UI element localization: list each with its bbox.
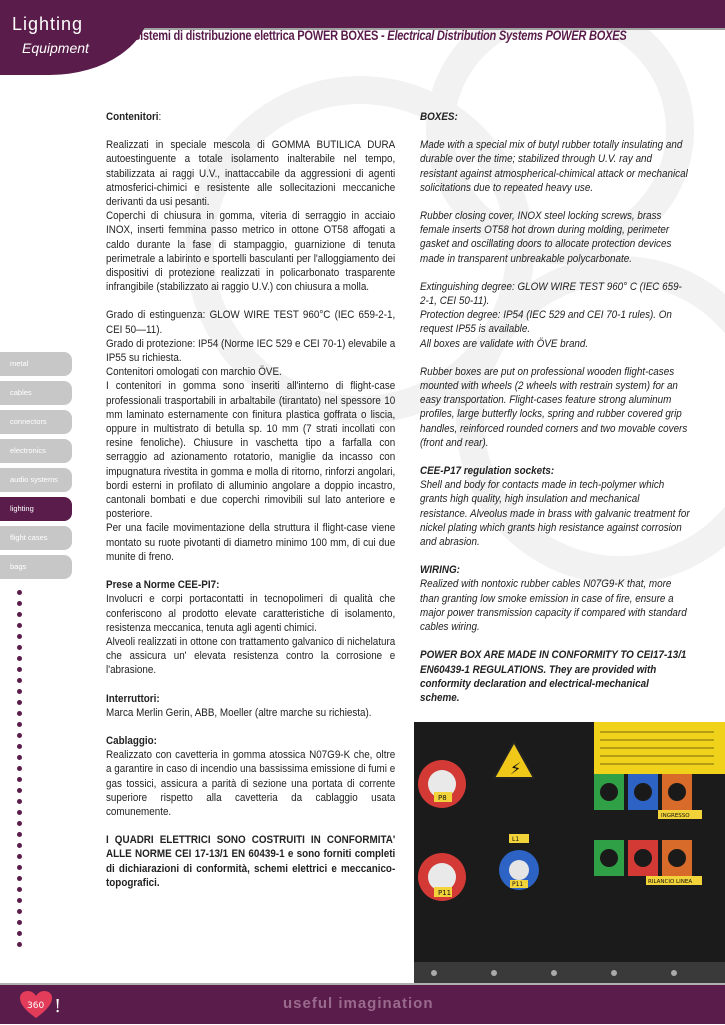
sidebar-item-bags[interactable]: bags <box>0 555 72 579</box>
power-box-photo <box>414 722 725 985</box>
contenitori-heading: Contenitori <box>106 111 159 123</box>
logo-number: 360 <box>27 1001 45 1011</box>
left-para-6: I contenitori in gomma sono inseriti all'interno di flight-case professionali trasportabili in arbaltabile (tirantato) nel spessore 10 mm laminato esternamente con finitura plastica goffrata o liscia, oppure in multistrato di betulla sp. 10 mm (7 strati incollati con resine fenoliche). Chiusure in vaschetta tipo a farfalla con serraggio ad azionamento rotatorio, maniglie da incasso con impugnatura rivestita in gomma e molla di ritorno, rinforzi angolari, bordi esterni in profilato di alluminio angolare a doppio incastro, cantonali bombati e due coperchi rimovibili sul lato anteriore e posteriore. <box>106 380 396 521</box>
logo-line1: Lighting <box>12 14 84 34</box>
cablaggio-heading: Cablaggio: <box>106 734 157 747</box>
heart-logo <box>18 990 62 1025</box>
right-para-6: Rubber boxes are put on professional wooden flight-cases mounted with wheels (2 wheels with restrain system) for an easy transportation. Flight-cases feature strong aluminum profiles, large butterfly locks, spring and rubber covered grip handles, reinforced rounded corners and two movable covers (front and rear). <box>420 365 688 449</box>
prese-para-2: Alveoli realizzati in ottone con trattamento galvanico di nichelatura che assicura un' elevata resistenza contro la corrosione e l'abrasione. <box>106 635 396 677</box>
left-para-5: Contenitori omologati con marchio ÖVE. <box>106 366 282 379</box>
right-para-3: Extinguishing degree: GLOW WIRE TEST 960° C (IEC 659-2-1, CEI 50-11). <box>420 280 682 308</box>
photo-label-p11-center: P11 <box>512 881 524 888</box>
sidebar-item-metal[interactable]: metal <box>0 352 72 376</box>
sidebar-item-flight-cases[interactable]: flight cases <box>0 526 72 550</box>
power-box-illustration <box>414 722 725 985</box>
wiring-heading: WIRING: <box>420 564 460 577</box>
sidebar-item-audio-systems[interactable]: audio systems <box>0 468 72 492</box>
right-para-5: All boxes are validate with ÖVE brand. <box>420 337 589 350</box>
right-para-4: Protection degree: IP54 (IEC 529 and CEI 70-1 rules). On request IP55 is available. <box>420 309 672 336</box>
left-conformity-statement: I QUADRI ELETTRICI SONO COSTRUITI IN CONFORMITA' ALLE NORME CEI 17-13/1 EN 60439-1 e sono forniti completi di dichiarazioni di conformità, schemi elettrici e meccanico-topografici. <box>106 834 396 889</box>
right-para-2: Rubber closing cover, INOX steel locking screws, brass female inserts OT58 hot drown during molding, perimeter gasket and oscillating doors to allocate protection devices made in transparent unbreakable polycarbonate. <box>420 210 672 265</box>
cablaggio-para: Realizzato con cavetteria in gomma atossica N07G9-K che, oltre a garantire in caso di incendio una bassissima emissione di fumi e gas tossici, assicura a parità di sezione una portata di corrente superiore rispetto alla cavetteria da cablaggio usata comunemente. <box>106 749 396 818</box>
page-title <box>133 28 626 43</box>
left-para-7: Per una facile movimentazione della struttura il flight-case viene montato su ruote pivotanti di diametro minimo 100 mm, di cui due munite di freno. <box>106 522 396 563</box>
title-italian: Sistemi di distribuzione elettrica POWER BOXES - <box>133 28 388 43</box>
boxes-heading: BOXES: <box>420 111 458 123</box>
interruttori-para: Marca Merlin Gerin, ABB, Moeller (altre marche su richiesta). <box>106 706 372 719</box>
photo-label-p11-left: P11 <box>438 889 452 897</box>
photo-label-ingresso: INGRESSO <box>661 813 690 819</box>
cee-heading: CEE-P17 regulation sockets: <box>420 465 555 478</box>
left-para-3: Grado di estinguenza: GLOW WIRE TEST 960°C (IEC 659-2-1, CEI 50—11). <box>106 309 396 336</box>
sidebar-item-cables[interactable]: cables <box>0 381 72 405</box>
wiring-para: Realized with nontoxic rubber cables N07G9-K that, more than granting low smoke emission in case of fire, ensure a major power transmission capacity if compared with standard cables wiring. <box>420 578 687 634</box>
sidebar-item-connectors[interactable]: connectors <box>0 410 72 434</box>
photo-label-l1: L1 <box>512 836 520 843</box>
svg-text:⚡: ⚡ <box>510 759 522 778</box>
tagline: useful imagination <box>283 995 434 1012</box>
left-para-1: Realizzati in speciale mescola di GOMMA BUTILICA DURA autoestinguente a totale isolamento inalterabile nel tempo, stabilizzata ai raggi U.V., inattaccabile da aggressioni di agenti atmosferici-chimici e resistente alle sollecitazioni meccaniche derivanti da usi pesanti. <box>106 139 396 209</box>
dot-column <box>17 590 23 953</box>
prese-heading: Prese a Norme CEE-PI7: <box>106 579 220 592</box>
left-para-2: Coperchi di chiusura in gomma, viteria di serraggio in acciaio INOX, inserti femmina passo metrico in ottone OT58 affogati a caldo durante la fase di stampaggio, guarnizione di tenuta perimetrale a labirinto e sportelli basculanti per l'alloggiamento dei dispositivi di protezione realizzati in policarbonato trasparente infrangibile (stabilizzato ai raggio U.V.) con chiusura a molla. <box>106 210 396 294</box>
photo-label-p8: P8 <box>438 794 447 802</box>
prese-para-1: Involucri e corpi portacontatti in tecnopolimeri di qualità che conferiscono al prodotto elevate caratteristiche di isolamento, resistenza meccanica, tenuta agli agenti chimici. <box>106 593 396 634</box>
cee-para: Shell and body for contacts made in tech-polymer which grants high quality, high insulation and mechanical resistance. Alveolus made in brass with galvanic treatment for nickel plating which grants high resistance against corrosion and abrasion. <box>420 479 690 549</box>
photo-label-rilancio: RILANCIO LINEA <box>648 879 693 885</box>
italian-column: Contenitori: Realizzati in speciale mescola di GOMMA BUTILICA DURA autoestinguente a totale isolamento inalterabile nel tempo, stabilizzata ai raggi U.V., inattaccabile da aggressioni di agenti atmosferici-chimici e resistente alle sollecitazioni meccaniche derivanti da usi pesanti. Coperchi di chiusura in gomma, viteria di serraggio in acciaio INOX, inserti femmina passo metrico in ottone OT58 affogati a caldo durante la fase di stampaggio, guarnizione di tenuta perimetrale a labirinto e sportelli basculanti per l'alloggiamento dei dispositivi di protezione realizzati in policarbonato trasparente infrangibile (stabilizzato ai raggio U.V.) con chiusura a molla. Grado di estinguenza: GLOW WIRE TEST 960°C (IEC 659-2-1, CEI 50—11). Grado di protezione: IP54 (Norme IEC 529 e CEI 70-1) elevabile a IP55 su richiesta. Contenitori omologati con marchio ÖVE. I contenitori in gomma sono inseriti all'interno di flight-case professionali trasportabili in arbaltabile (tirantato) nel spessore 10 mm laminato esternamente con finitura plastica goffrata o liscia, oppure in multistrato di betulla sp. 10 mm (7 strati incollati con resine fenoliche). Chiusure in vaschetta tipo a farfalla con serraggio ad azionamento rotatorio, maniglie da incasso con impugnatura rivestita in gomma e molla di ritorno, rinforzi angolari, bordi esterni in profilato di alluminio angolare a doppio incastro, cantonali bombati e due coperchi rimovibili sul lato anteriore e posteriore. Per una facile movimentazione della struttura il flight-case viene montato su ruote pivotanti di diametro minimo 100 mm, di cui due munite di freno. Prese a Norme CEE-PI7: Involucri e corpi portacontatti in tecnopolimeri di qualità che conferiscono al prodotto elevate caratteristiche di isolamento, resistenza meccanica, tenuta agli agenti chimici. Alveoli realizzati in ottone con trattamento galvanico di nichelatura che assicura un' elevata resistenza contro la corrosione e l'abrasione. Interruttori: Marca Merlin Gerin, ABB, Moeller (altre marche su richiesta). Cablaggio: Realizzato con cavetteria in gomma atossica N07G9-K che, oltre a garantire in caso di incendio una bassissima emissione di fumi e gas tossici, assicura a parità di sezione una portata di corrente superiore rispetto alla cavetteria da cablaggio usata comunemente. I QUADRI ELETTRICI SONO COSTRUITI IN CONFORMITA' ALLE NORME CEI 17-13/1 EN 60439-1 e sono forniti completi di dichiarazioni di conformità, schemi elettrici e meccanico-topografici. <box>106 111 396 889</box>
sidebar-item-lighting[interactable]: lighting <box>0 497 72 521</box>
left-para-4: Grado di protezione: IP54 (Norme IEC 529 e CEI 70-1) elevabile a IP55 su richiesta. <box>106 337 396 365</box>
english-column <box>420 110 690 705</box>
right-conformity-statement: POWER BOX ARE MADE IN CONFORMITY TO CEI17-13/1 EN60439-1 REGULATIONS. They are provided with conformity declaration and electrical-mechanical scheme. <box>420 649 687 704</box>
logo-line2: Equipment <box>22 40 89 56</box>
title-english: Electrical Distribution Systems POWER BOXES <box>387 28 627 43</box>
sidebar-item-electronics[interactable]: electronics <box>0 439 72 463</box>
right-para-1: Made with a special mix of butyl rubber totally insulating and durable over the time; stabilized through U.V. ray and resistant against atmospherical-chimical attack or mechanical solicitations due to repeated heavy use. <box>420 139 688 194</box>
category-sidebar <box>0 352 72 584</box>
logo-mark: ! <box>54 996 62 1017</box>
interruttori-heading: Interruttori: <box>106 692 160 705</box>
